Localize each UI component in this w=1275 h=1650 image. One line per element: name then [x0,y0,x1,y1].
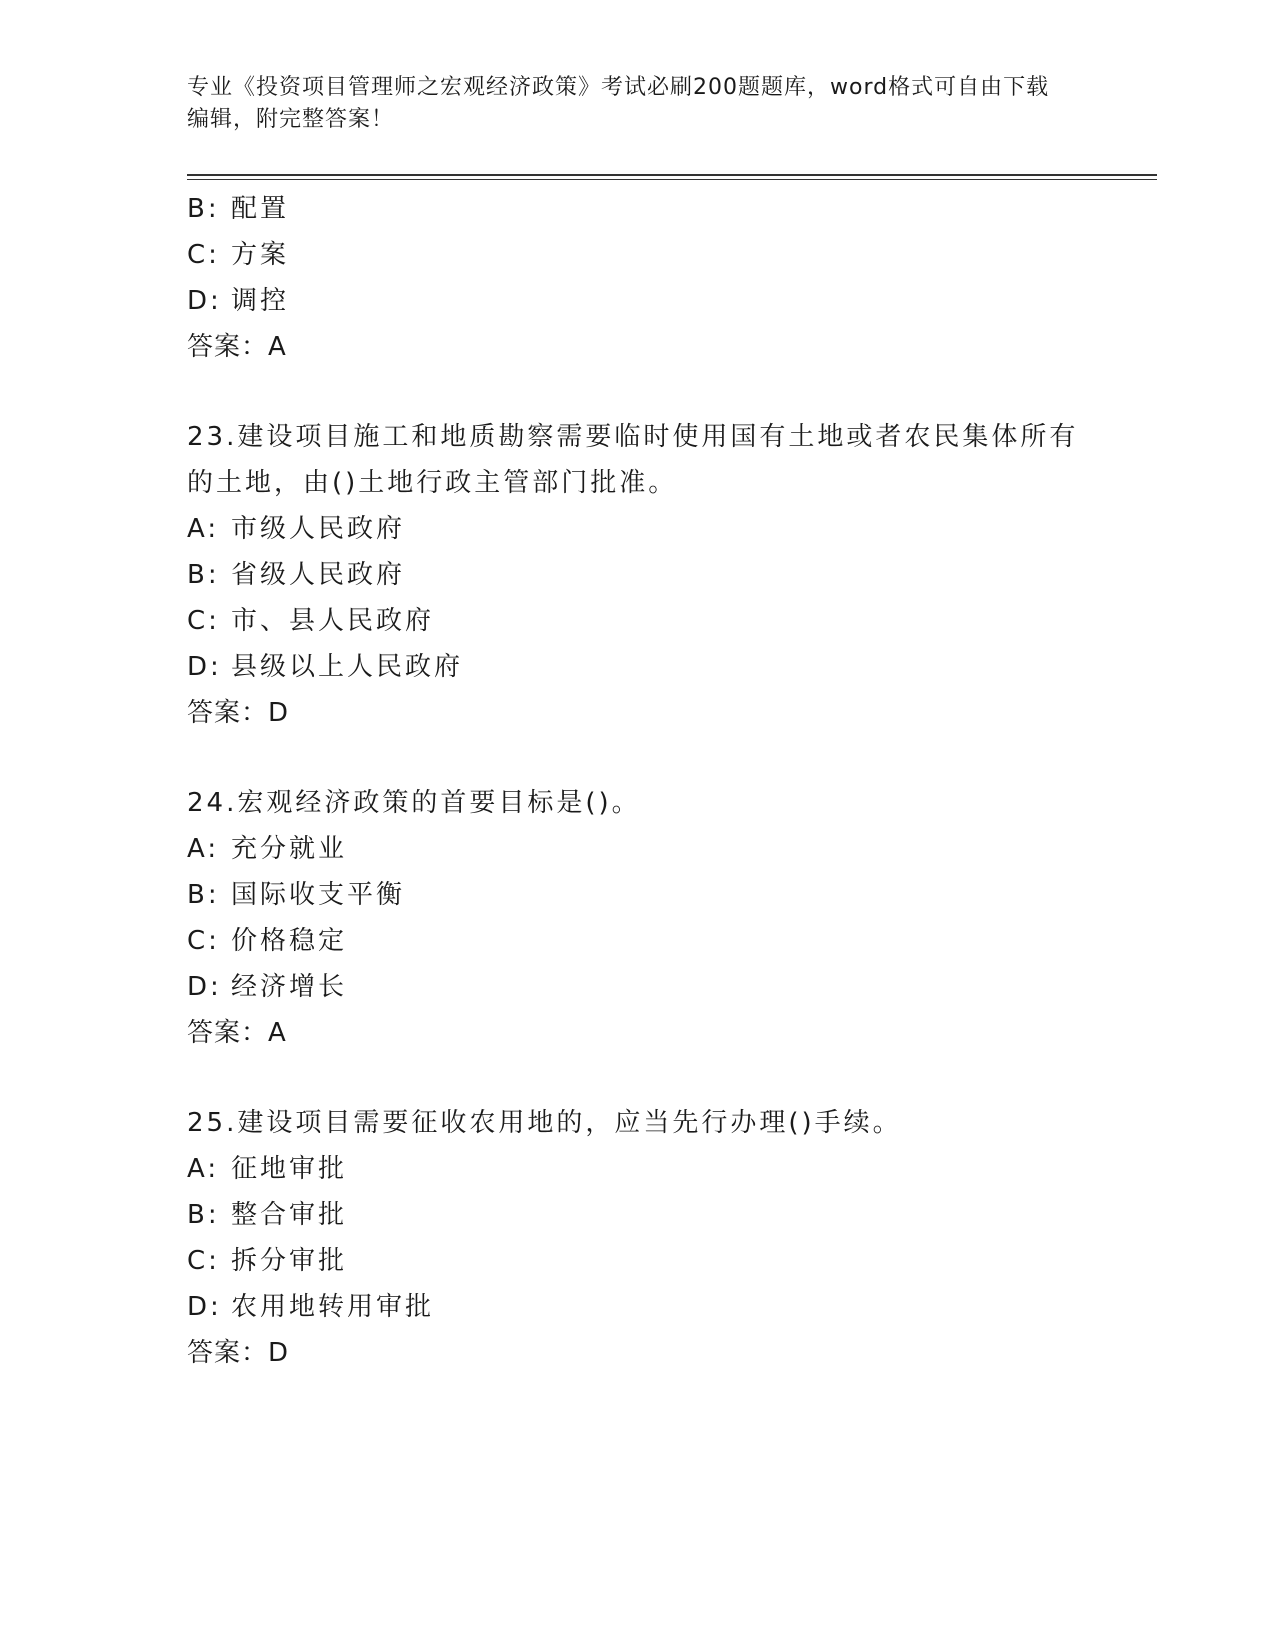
option-letter: A: [187,1154,220,1184]
option-line [187,1284,1157,1330]
option-text: 省级人民政府 [231,560,406,590]
answer-line: 答案：D [187,1338,290,1368]
question-text: 24.宏观经济政策的首要目标是()。 [187,788,641,818]
document-page [187,72,1157,1376]
option-text: 经济增长 [231,972,348,1002]
option-text: 调控 [231,286,290,316]
document-content [187,186,1157,1376]
option-line [187,186,1157,232]
option-line [187,644,1157,690]
option-letter: B: [187,1200,220,1230]
option-line [187,1192,1157,1238]
header-divider [187,174,1157,176]
option-text: 征地审批 [231,1154,348,1184]
question-block-23 [187,414,1157,736]
question-block-prev [187,186,1157,370]
question-block-24 [187,780,1157,1056]
option-line [187,1238,1157,1284]
answer-line: 答案：D [187,698,290,728]
option-line [187,1146,1157,1192]
option-letter: D: [187,972,222,1002]
option-letter: D: [187,1292,222,1322]
option-letter: A: [187,514,220,544]
option-text: 国际收支平衡 [231,880,406,910]
option-line [187,918,1157,964]
option-text: 价格稳定 [231,926,348,956]
option-letter: D: [187,652,222,682]
option-line [187,278,1157,324]
option-letter: C: [187,1246,220,1276]
option-text: 充分就业 [231,834,348,864]
option-text: 县级以上人民政府 [231,652,464,682]
option-text: 拆分审批 [231,1246,348,1276]
option-line [187,232,1157,278]
option-text: 整合审批 [231,1200,348,1230]
option-line [187,552,1157,598]
option-letter: C: [187,240,220,270]
option-letter: B: [187,194,220,224]
option-letter: A: [187,834,220,864]
option-line [187,826,1157,872]
option-letter: B: [187,880,220,910]
option-line [187,598,1157,644]
option-letter: D: [187,286,222,316]
option-text: 农用地转用审批 [231,1292,435,1322]
option-line [187,506,1157,552]
option-text: 方案 [231,240,290,270]
option-line [187,872,1157,918]
option-text: 市级人民政府 [231,514,406,544]
question-block-25 [187,1100,1157,1376]
option-line [187,964,1157,1010]
document-header: 专业《投资项目管理师之宏观经济政策》考试必刷200题题库，word格式可自由下载编辑，附完整答案！ [187,75,1050,132]
answer-line: 答案：A [187,1018,287,1048]
option-letter: C: [187,926,220,956]
option-text: 市、县人民政府 [231,606,435,636]
option-letter: B: [187,560,220,590]
question-text: 25.建设项目需要征收农用地的，应当先行办理()手续。 [187,1108,902,1138]
question-text: 23.建设项目施工和地质勘察需要临时使用国有土地或者农民集体所有的土地，由()土地行政主管部门批准。 [187,422,1079,498]
option-letter: C: [187,606,220,636]
option-text: 配置 [231,194,290,224]
answer-line: 答案：A [187,332,287,362]
